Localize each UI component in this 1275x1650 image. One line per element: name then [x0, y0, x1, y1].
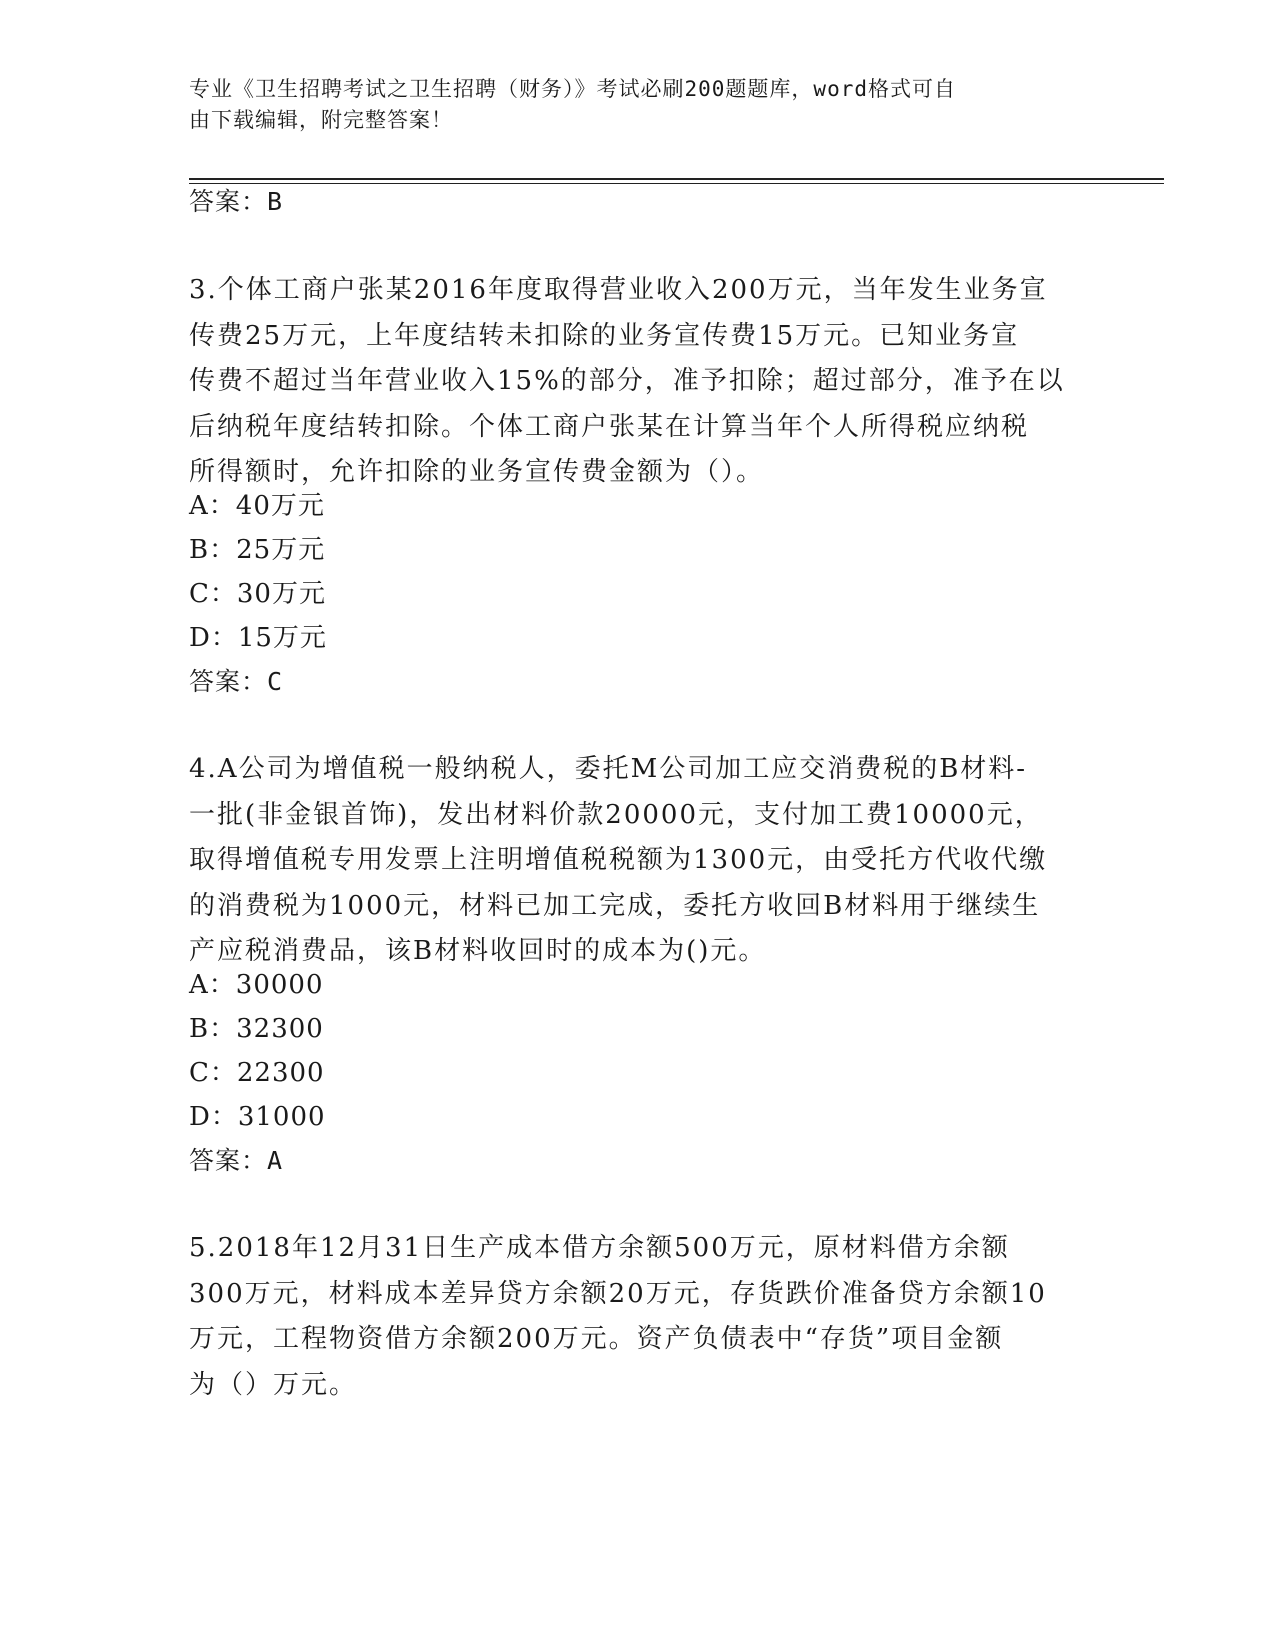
question-5: [189, 1226, 1089, 1408]
question-4: [189, 747, 1089, 975]
question-line: 传费不超过当年营业收入15%的部分，准予扣除；超过部分，准予在以: [189, 366, 1065, 396]
question-line: 300万元，材料成本差异贷方余额20万元，存货跌价准备贷方余额10: [189, 1278, 1047, 1309]
option-b: B：32300: [189, 1014, 324, 1044]
option-a: A：40万元: [189, 491, 325, 521]
option-b: B：25万元: [189, 535, 326, 565]
document-header: [189, 74, 1069, 136]
question-line: 取得增值税专用发票上注明增值税税额为1300元，由受托方代收代缴: [189, 845, 1048, 875]
question-line: 万元，工程物资借方余额200万元。资产负债表中“存货”项目金额: [189, 1324, 1004, 1354]
question-line: 传费25万元，上年度结转未扣除的业务宣传费15万元。已知业务宣: [189, 320, 1020, 351]
header-divider-thin: [189, 183, 1164, 184]
option-a: A：30000: [189, 970, 324, 1000]
header-divider: [189, 178, 1164, 180]
question-line: 后纳税年度结转扣除。个体工商户张某在计算当年个人所得税应纳税: [189, 411, 1030, 442]
question-line: 产应税消费品，该B材料收回时的成本为()元。: [189, 936, 767, 966]
question-line: 所得额时，允许扣除的业务宣传费金额为（）。: [189, 457, 765, 487]
question-line: 一批(非金银首饰)，发出材料价款20000元，支付加工费10000元，: [189, 799, 1043, 830]
header-line: 由下载编辑，附完整答案！: [189, 108, 453, 132]
option-c: C：22300: [189, 1058, 325, 1088]
question-line: 的消费税为1000元，材料已加工完成，委托方收回B材料用于继续生: [189, 890, 1041, 921]
question-3: [189, 268, 1089, 496]
option-c: C：30万元: [189, 579, 326, 609]
answer-q3: 答案：C: [189, 667, 284, 696]
question-line: 3.个体工商户张某2016年度取得营业收入200万元，当年发生业务宣: [189, 275, 1048, 305]
answer-q4: 答案：A: [189, 1146, 284, 1175]
question-line: 为（）万元。: [189, 1369, 358, 1400]
option-d: D：15万元: [189, 623, 327, 653]
question-line: 5.2018年12月31日生产成本借方余额500万元，原材料借方余额: [189, 1233, 1010, 1263]
answer-q2: 答案：B: [189, 187, 284, 216]
header-line: 专业《卫生招聘考试之卫生招聘（财务）》考试必刷200题题库，word格式可自: [189, 77, 956, 101]
option-d: D：31000: [189, 1102, 326, 1132]
question-line: 4.A公司为增值税一般纳税人，委托M公司加工应交消费税的B材料-: [189, 754, 1028, 784]
